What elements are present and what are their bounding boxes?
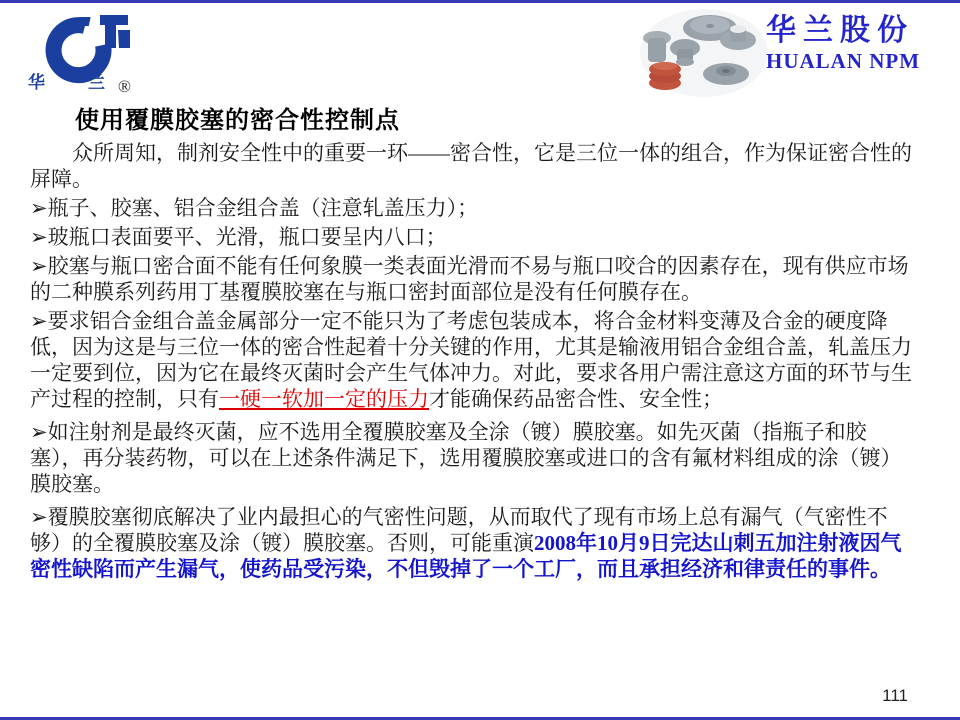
brand-block	[766, 14, 946, 74]
bullet-item	[30, 195, 912, 221]
bullet-arrow-icon: ➢	[30, 225, 48, 249]
top-rule	[0, 0, 960, 3]
red-underlined-emphasis: 一硬一软加一定的压力	[219, 387, 429, 411]
stoppers-image-icon	[638, 8, 770, 98]
blue-bold-emphasis: 2008年10月9日完达山刺五加注射液因气密性缺陷而产生漏气，使药品受污染，不但毁掉了一个工厂，而且承担经济和律责任的事件。	[30, 531, 902, 581]
intro-paragraph: 众所周知，制剂安全性中的重要一环——密合性，它是三位一体的组合，作为保证密合性的屏障。	[30, 141, 912, 191]
registered-mark: ®	[118, 77, 131, 96]
bullet-item	[30, 308, 912, 412]
bullet-arrow-icon: ➢	[30, 420, 48, 444]
stopper-product-photo	[638, 8, 770, 98]
bullet-text: 如注射剂是最终灭菌，应不选用全覆膜胶塞及全涂（镀）膜胶塞。如先灭菌（指瓶子和胶塞），再分装药物，可以在上述条件满足下，选用覆膜胶塞或进口的含有氟材料组成的涂（镀）膜胶塞。	[30, 420, 902, 496]
logo-char-right: 兰	[88, 73, 105, 92]
bullet-arrow-icon: ➢	[30, 309, 48, 333]
bullet-arrow-icon: ➢	[30, 254, 48, 278]
bullet-arrow-icon: ➢	[30, 196, 48, 220]
bullet-text: 瓶子、胶塞、铝合金组合盖（注意轧盖压力）；	[47, 196, 479, 220]
slide-body	[30, 140, 912, 585]
logo-char-left: 华	[28, 73, 45, 92]
bullet-text: 覆膜胶塞彻底解决了业内最担心的气密性问题，从而取代了现有市场上总有漏气（气密性不够）的全覆膜胶塞及涂（镀）膜胶塞。否则，可能重演	[30, 505, 888, 555]
bullet-item	[30, 419, 912, 497]
bullet-text: 才能确保药品密合性、安全性；	[429, 387, 723, 411]
bullet-text: 玻瓶口表面要平、光滑，瓶口要呈内八口；	[47, 225, 447, 249]
bullet-text: 胶塞与瓶口密合面不能有任何象膜一类表面光滑而不易与瓶口咬合的因素存在，现有供应市场的二种膜系列药用丁基覆膜胶塞在与瓶口密封面部位是没有任何膜存在。	[30, 254, 909, 304]
page-number: 111	[882, 686, 908, 705]
hualan-logo-icon	[26, 6, 146, 98]
bullet-text: 要求铝合金组合盖金属部分一定不能只为了考虑包装成本，将合金材料变薄及合金的硬度降低，因为这是与三位一体的密合性起着十分关键的作用，尤其是输液用铝合金组合盖，轧盖压力一定要到位，因为它在最终灭菌时会产生气体冲力。对此，要求各用户需注意这方面的环节与生产过程的控制，只有	[30, 309, 912, 411]
page-title: 使用覆膜胶塞的密合性控制点	[75, 107, 400, 134]
brand-name-cn: 华兰股份	[766, 14, 914, 47]
bullet-item	[30, 224, 912, 250]
logo-mark-icon	[26, 6, 146, 98]
brand-name-en: HUALAN NPM	[766, 49, 921, 73]
bullet-arrow-icon: ➢	[30, 505, 48, 529]
bullet-item	[30, 253, 912, 305]
bullet-item	[30, 504, 912, 582]
